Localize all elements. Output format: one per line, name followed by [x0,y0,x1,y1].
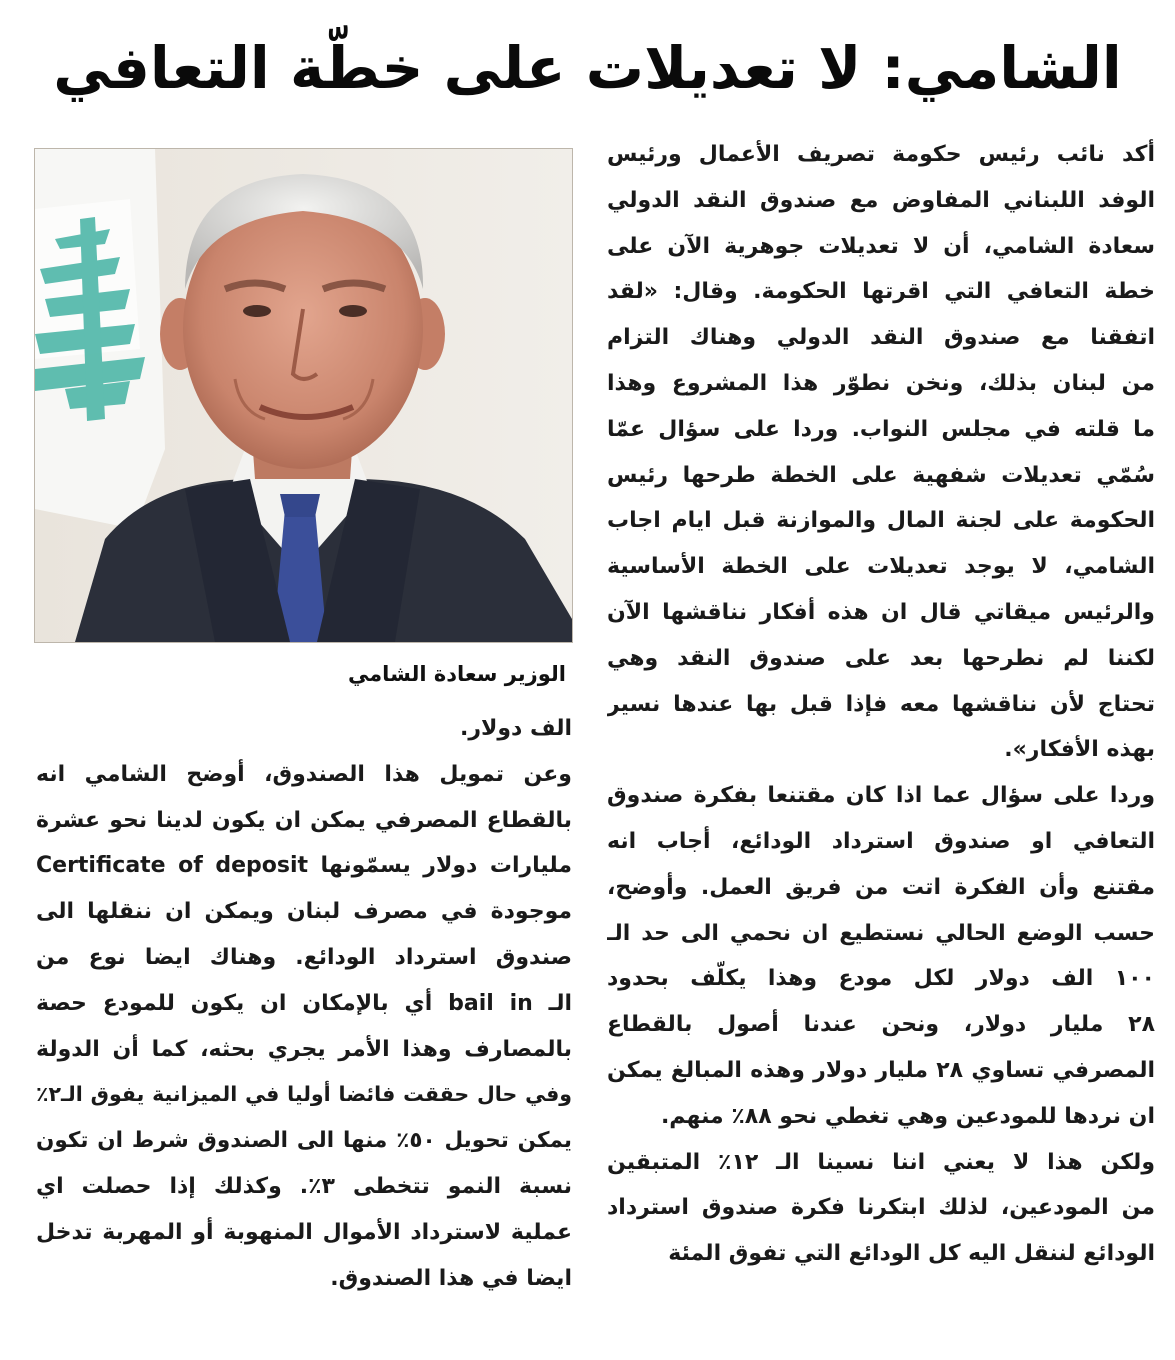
article-line: ١٠٠ الف دولار لكل مودع وهذا يكلّف بحدود [607,966,1155,992]
article-line: نسبة النمو تتخطى ٣٪. وكذلك إذا حصلت اي [36,1173,572,1199]
article-line: ما قلته في مجلس النواب. وردا على سؤال عمّا [607,416,1155,442]
article-line: مليارات دولار يسمّونها Certificate of deposit [36,853,572,879]
article-line: الحكومة على لجنة المال والموازنة قبل ايام اجاب [607,508,1155,534]
article-line: سعادة الشامي، أن لا تعديلات جوهرية الآن على [607,233,1155,259]
article-line: موجودة في مصرف لبنان ويمكن ان ننقلها الى [36,899,572,925]
article-line: عملية لاسترداد الأموال المنهوبة أو المهربة تدخل [36,1219,572,1245]
article-line: الودائع لننقل اليه كل الودائع التي تفوق المئة [668,1241,1155,1267]
photo-caption: الوزير سعادة الشامي [347,662,566,686]
article-line: الوفد اللبناني المفاوض مع صندوق النقد الدولي [607,187,1155,213]
article-line: الشامي، لا يوجد تعديلات على الخطة الأساسية [607,554,1155,580]
article-body-left-column [36,706,572,1301]
article-line: التعافي او صندوق استرداد الودائع، أجاب انه [607,828,1155,854]
article-line: بهذه الأفكار». [1004,737,1155,763]
article-line: بالقطاع المصرفي يمكن ان يكون لدينا نحو عشرة [36,807,572,833]
article-line: أكد نائب رئيس حكومة تصريف الأعمال ورئيس [607,142,1155,167]
article-line: وعن تمويل هذا الصندوق، أوضح الشامي انه [36,761,572,787]
article-line: المصرفي تساوي ٢٨ مليار دولار وهذه المبالغ يمكن [607,1057,1155,1083]
article-line: ايضا في هذا الصندوق. [330,1265,572,1291]
article-line: خطة التعافي التي اقرتها الحكومة. وقال: «لقد [607,279,1155,305]
article-line: يمكن تحويل ٥٠٪ منها الى الصندوق شرط ان تكون [36,1128,572,1154]
article-line: حسب الوضع الحالي نستطيع ان نحمي الى حد الـ [607,920,1155,946]
article-line: الف دولار. [459,716,572,741]
article-line: من لبنان بذلك، ونخن نطوّر هذا المشروع وهذا [607,370,1155,396]
article-line: اتفقنا مع صندوق النقد الدولي وهناك التزام [607,325,1155,351]
article-line: ٢٨ مليار دولار، ونحن عندنا أصول بالقطاع [607,1012,1155,1038]
article-body-right-column [607,132,1155,1277]
article-line: ولكن هذا لا يعني اننا نسينا الـ ١٢٪ المتبقين [607,1149,1155,1175]
article-line: تحتاج لأن نناقشها معه فإذا قبل بها عندها نسير [607,691,1155,717]
article-headline: الشامي: لا تعديلات على خطّة التعافي [53,34,1122,102]
article-line: ان نردها للمودعين وهي تغطي نحو ٨٨٪ منهم. [660,1103,1155,1129]
article-line: وردا على سؤال عما اذا كان مقتنعا بفكرة صندوق [607,783,1155,809]
article-line: سُمّي تعديلات شفهية على الخطة طرحها رئيس [607,462,1155,488]
article-line: من المودعين، لذلك ابتكرنا فكرة صندوق استرداد [607,1195,1155,1221]
article-line: صندوق استرداد الودائع. وهناك ايضا نوع من [36,944,572,970]
article-line: لكننا لم نطرحها بعد على صندوق النقد وهي [607,645,1155,671]
article-line: مقتنع وأن الفكرة اتت من فريق العمل. وأوضح، [607,874,1155,900]
article-line: بالمصارف وهذا الأمر يجري بحثه، كما أن الدولة [36,1036,572,1062]
article-line: الـ bail in أي بالإمكان ان يكون للمودع حصة [36,990,572,1016]
article-line: وفي حال حققت فائضا أوليا في الميزانية يفوق الـ٢٪ [36,1082,572,1107]
portrait-image [35,149,572,642]
portrait-photo [34,148,573,643]
article-line: والرئيس ميقاتي قال ان هذه أفكار نناقشها الآن [607,599,1155,625]
